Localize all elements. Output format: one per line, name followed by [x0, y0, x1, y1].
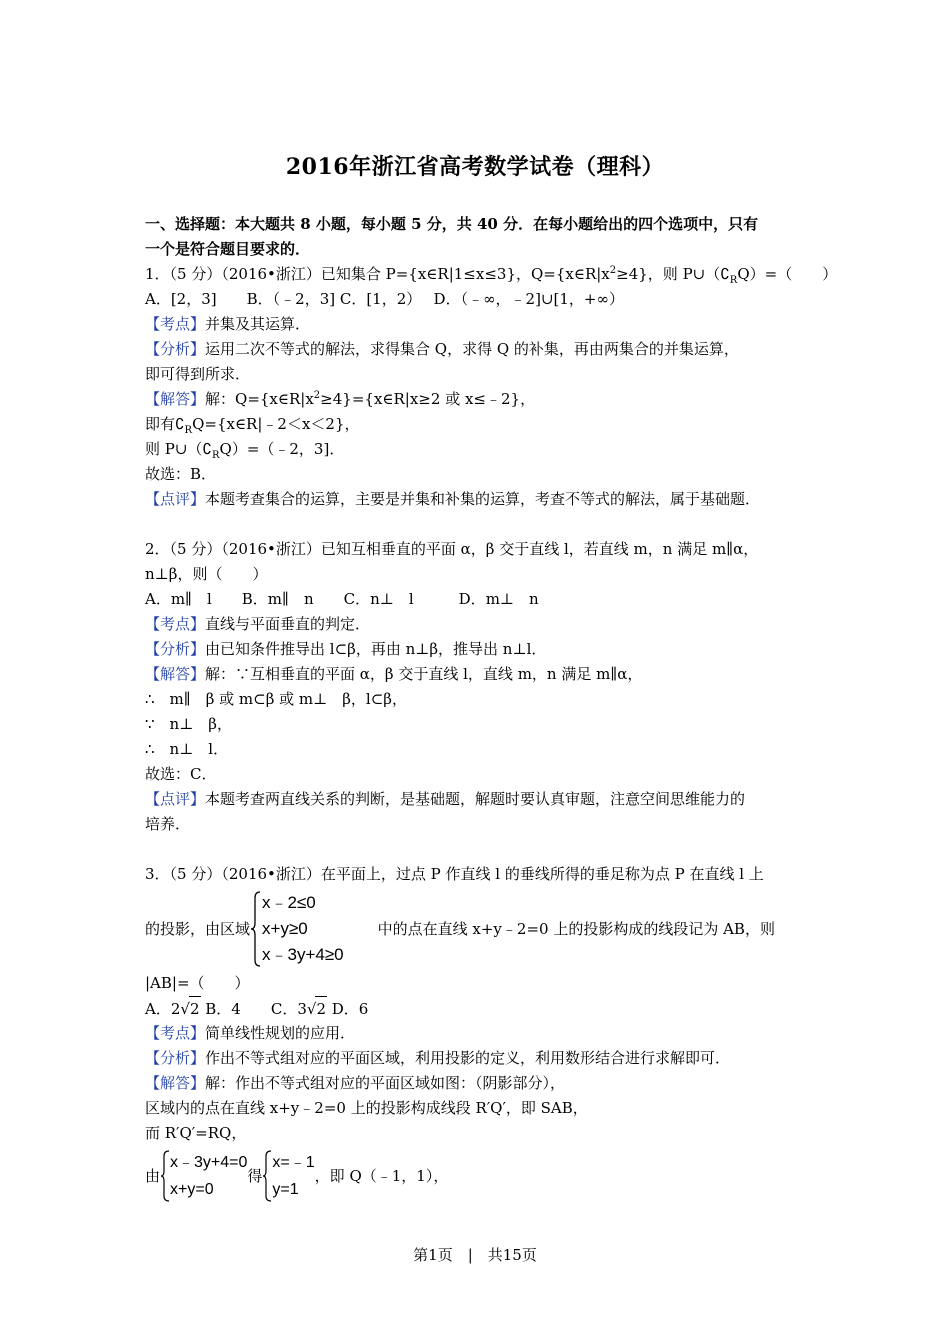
- inequality-3: x﹣3y+4≥0: [262, 945, 344, 964]
- q3-jieda-3: 而 R′Q′=RQ，: [145, 1124, 247, 1142]
- dianping-tag: 【点评】: [145, 490, 206, 508]
- section-heading-line-1: 一、选择题：本大题共 8 小题，每小题 5 分，共 40 分．在每小题给出的四个选项中，只有: [145, 215, 759, 233]
- page-title: 2016年浙江省高考数学试卷（理科）: [285, 154, 665, 180]
- q1-jieda-3: 则 $P\cup(∁_RQ)=(﹣2$，3]．: [145, 440, 345, 461]
- exam-content: [145, 212, 838, 1206]
- left-brace-icon: [160, 1149, 170, 1203]
- q3-jieda-2: 区域内的点在直线 x+y﹣2=0 上的投影构成线段 R′Q′，即 SAB，: [145, 1099, 588, 1117]
- left-brace-icon: [262, 1149, 272, 1203]
- fenxi-tag: 【分析】: [145, 640, 206, 658]
- q2-jieda-4: ∴ n⊥ l．: [145, 740, 229, 758]
- q2-fenxi: 【分析】由已知条件推导出 l⊂β，再由 n⊥β，推导出 n⊥l．: [145, 640, 547, 658]
- q2-dianping-cont: 培养．: [145, 815, 191, 833]
- q2-dianping: 【点评】本题考查两直线关系的判断，是基础题，解题时要认真审题，注意空间思维能力的: [145, 790, 746, 808]
- page-footer: 第1页 | 共15页: [413, 1246, 537, 1264]
- q3-stem-2: 的投影，由区域 x﹣2≤0 x+y≥0 x﹣3y+4≥0 中的点在直线 x+y﹣2=0 上的投影构成的线段记为 AB，则: [145, 887, 810, 971]
- section-heading-line-2: 一个是符合题目要求的．: [145, 240, 311, 258]
- q1-fenxi: 【分析】运用二次不等式的解法，求得集合 Q，求得 Q 的补集，再由两集合的并集运算，: [145, 340, 739, 358]
- q1-jieda-1: 【解答】解：$Q=\{x\in R|x^2\ge 4\}=\{x\in R|x\ge 2$ 或 x≤﹣2}，: [145, 390, 536, 408]
- q1-jieda-2: 即有$∁_RQ=\{x\in R|﹣2<x<2\}$，: [145, 415, 360, 436]
- q1-options: A．[2，3] B．（﹣2，3] C．[1，2） D．（﹣∞，﹣2]∪[1，+∞）: [145, 290, 624, 308]
- jieda-tag: 【解答】: [145, 1074, 206, 1092]
- spacer: [145, 512, 810, 537]
- solution-values: [272, 1149, 314, 1203]
- inequality-system: [262, 890, 344, 968]
- equation-2: x+y=0: [170, 1181, 214, 1198]
- q3-solution-system: 由 x﹣3y+4=0 x+y=0 得 x=﹣1 y=1 ，即 Q（﹣1，1），: [145, 1146, 810, 1206]
- jieda-tag: 【解答】: [145, 665, 206, 683]
- q2-stem-1: 2．（5 分）（2016•浙江）已知互相垂直的平面 α，β 交于直线 l，若直线 m，n 满足 m∥α，: [145, 540, 759, 558]
- q1-stem: 1．（5 分）（2016•浙江）已知集合 P={x∈R|1≤x≤3}，$Q=\{x\in R|x^2\ge 4\}$，则 $P\cup(∁_RQ)=$（ ）: [145, 265, 838, 286]
- kaodian-tag: 【考点】: [145, 615, 206, 633]
- inequality-1: x﹣2≤0: [262, 893, 316, 912]
- q1-dianping: 【点评】本题考查集合的运算，主要是并集和补集的运算，考查不等式的解法，属于基础题．: [145, 490, 761, 508]
- equation-system: [170, 1149, 247, 1203]
- q2-jieda-2: ∴ m∥ β 或 m⊂β 或 m⊥ β，l⊂β，: [145, 690, 407, 708]
- q2-options: A．m∥ l B．m∥ n C．n⊥ l D．m⊥ n: [145, 590, 539, 608]
- inequality-2: x+y≥0: [262, 919, 308, 938]
- q2-jieda-5: 故选：C．: [145, 765, 217, 783]
- sqrt-icon: √2: [180, 996, 200, 1022]
- q3-fenxi: 【分析】作出不等式组对应的平面区域，利用投影的定义，利用数形结合进行求解即可．: [145, 1049, 731, 1067]
- solution-y: y=1: [272, 1181, 299, 1198]
- kaodian-tag: 【考点】: [145, 315, 206, 333]
- q2-jieda-1: 【解答】解：∵互相垂直的平面 α，β 交于直线 l，直线 m，n 满足 m∥α，: [145, 665, 643, 683]
- spacer: [145, 837, 810, 862]
- jieda-tag: 【解答】: [145, 390, 206, 408]
- q3-kaodian: 【考点】简单线性规划的应用．: [145, 1024, 356, 1042]
- q1-fenxi-cont: 即可得到所求．: [145, 365, 251, 383]
- q3-stem-3: |AB|=（ ）: [145, 974, 250, 992]
- q1-kaodian: 【考点】并集及其运算．: [145, 315, 311, 333]
- fenxi-tag: 【分析】: [145, 1049, 206, 1067]
- left-brace-icon: [250, 890, 262, 968]
- fenxi-tag: 【分析】: [145, 340, 206, 358]
- q2-kaodian: 【考点】直线与平面垂直的判定．: [145, 615, 371, 633]
- q1-jieda-4: 故选：B．: [145, 465, 217, 483]
- solution-x: x=﹣1: [272, 1154, 315, 1171]
- q2-stem-2: n⊥β，则（ ）: [145, 565, 268, 583]
- dianping-tag: 【点评】: [145, 790, 206, 808]
- equation-1: x﹣3y+4=0: [170, 1154, 248, 1171]
- sqrt-icon: √2: [307, 996, 327, 1022]
- q2-jieda-3: ∵ n⊥ β，: [145, 715, 232, 733]
- q3-stem-1: 3．（5 分）（2016•浙江）在平面上，过点 P 作直线 l 的垂线所得的垂足称为点 P 在直线 l 上: [145, 865, 764, 883]
- q3-options: A．2√2 B．4 C．3√2 D．6: [145, 996, 810, 1021]
- kaodian-tag: 【考点】: [145, 1024, 206, 1042]
- q3-jieda-1: 【解答】解：作出不等式组对应的平面区域如图：（阴影部分），: [145, 1074, 566, 1092]
